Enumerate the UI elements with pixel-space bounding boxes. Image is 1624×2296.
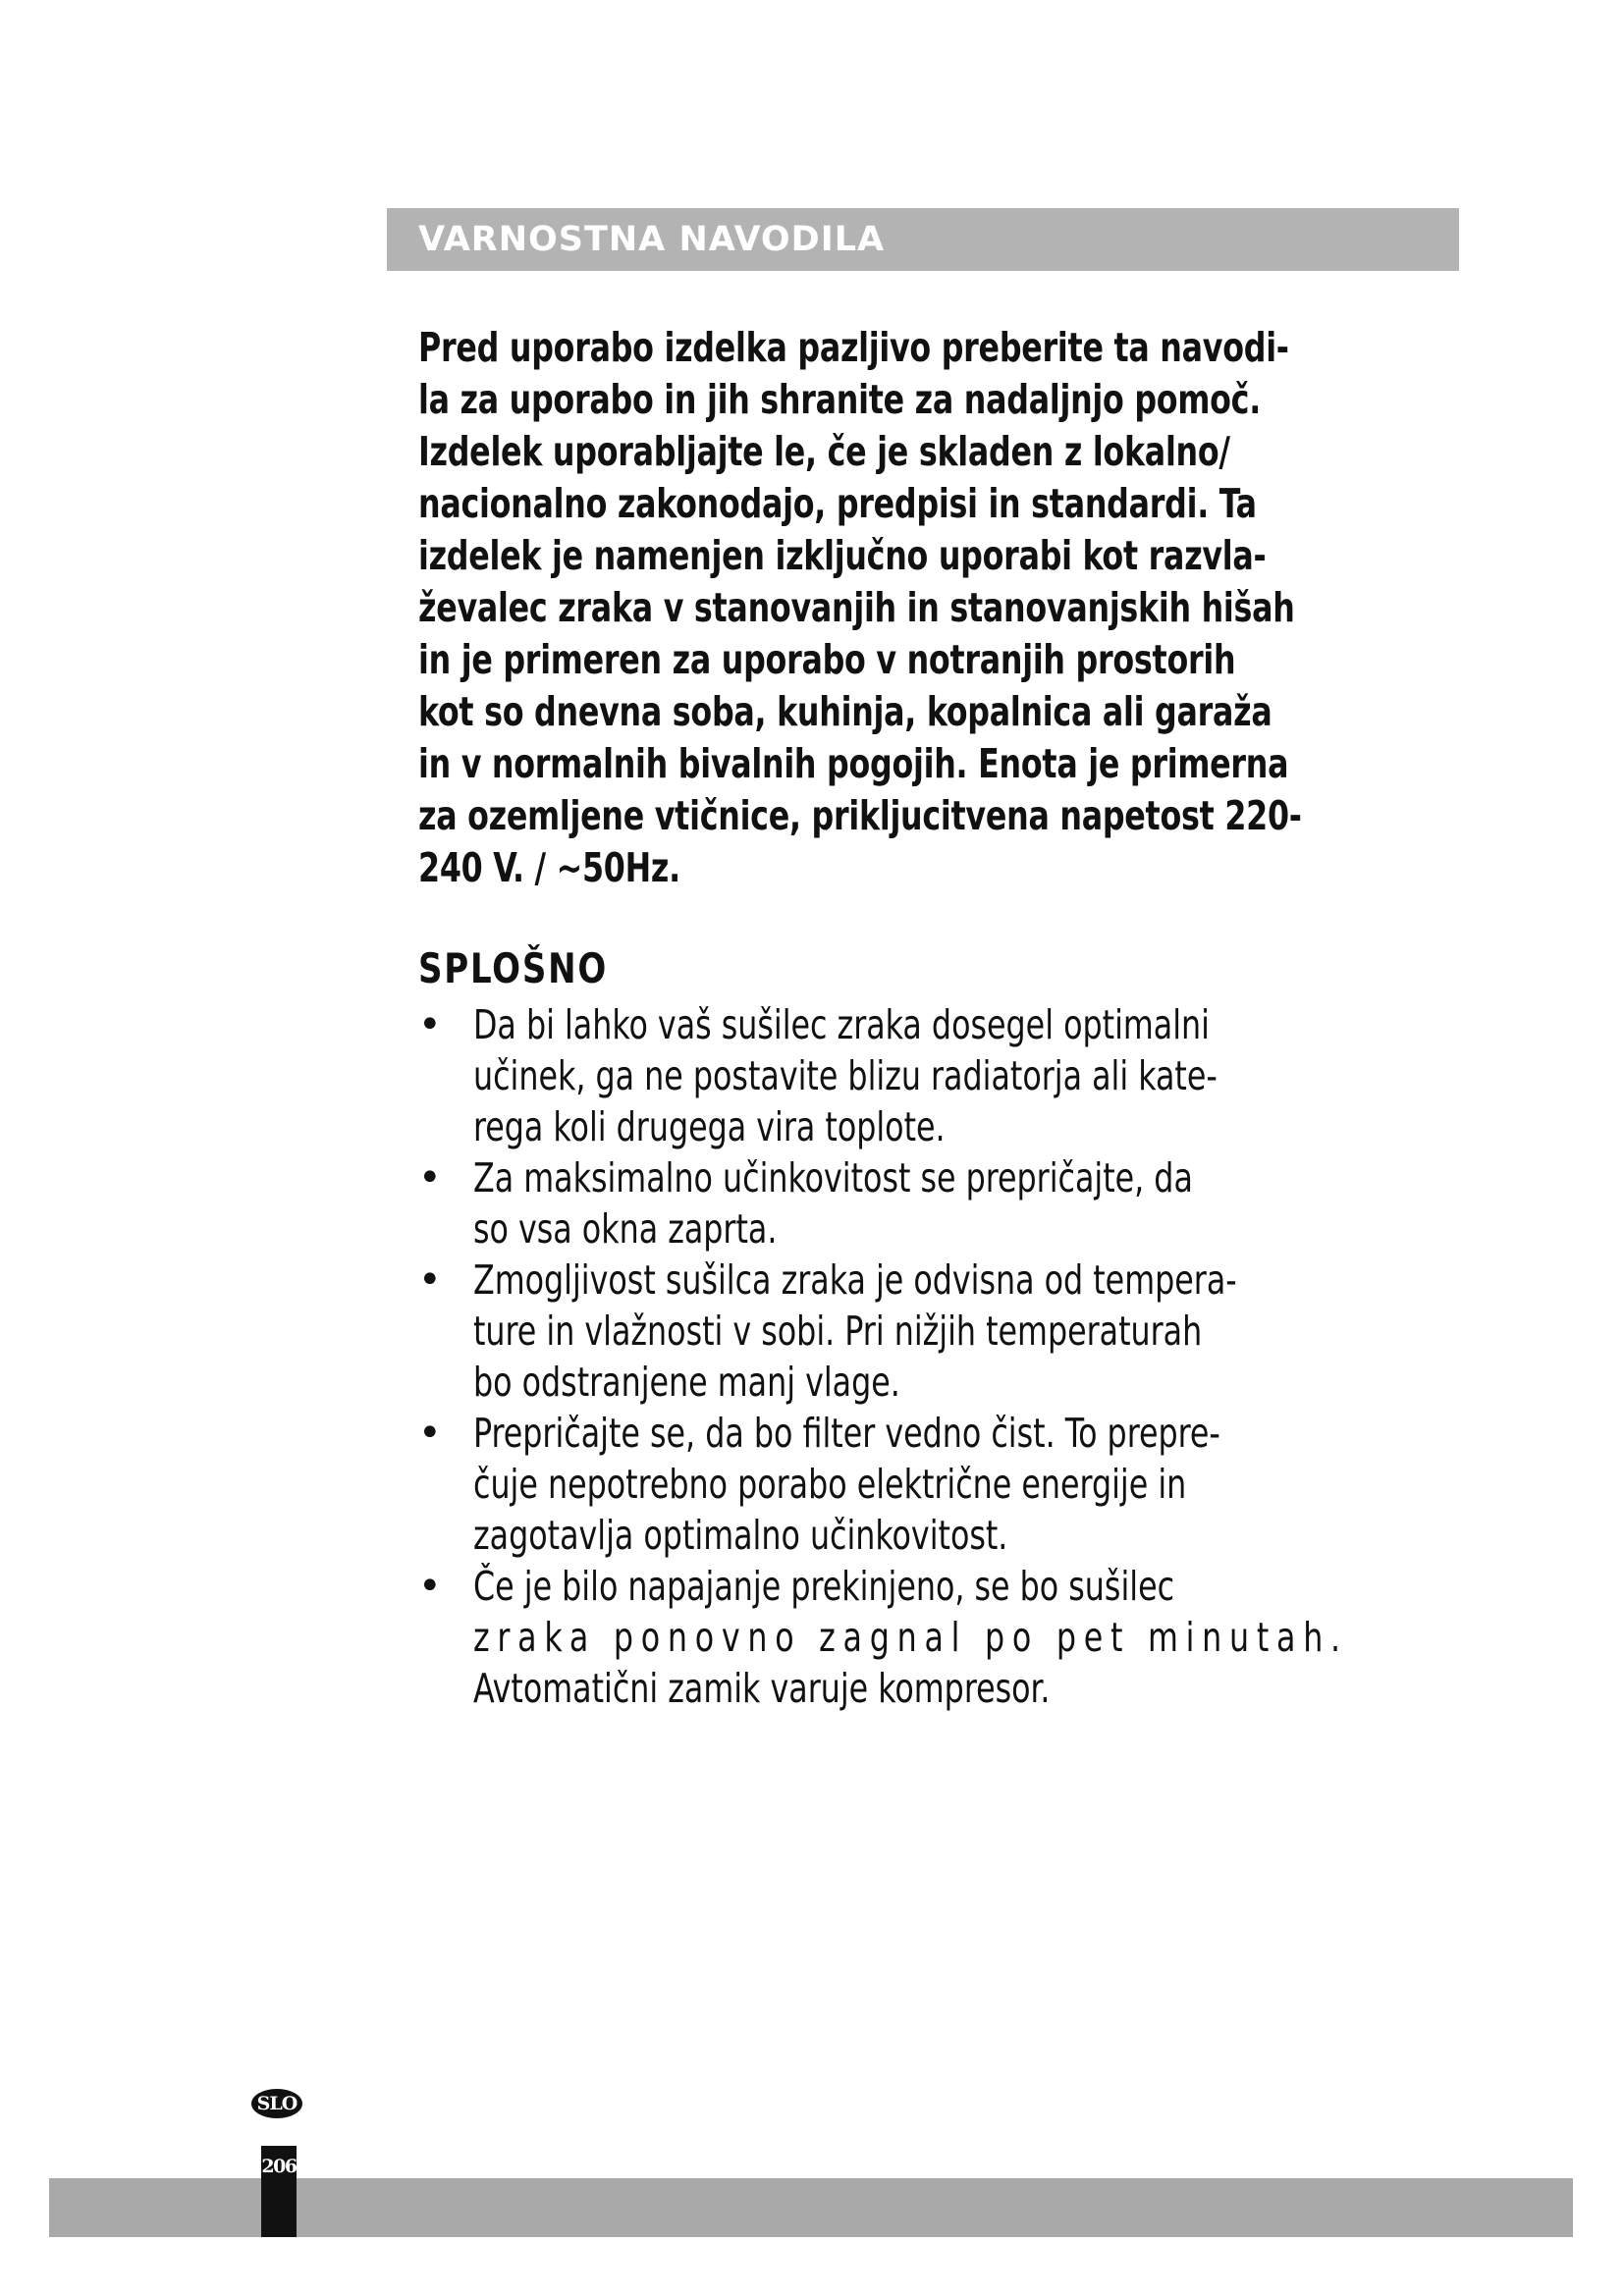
bullet-line: čuje nepotrebno porabo električne energije in	[473, 1461, 1187, 1508]
bullet-line: so vsa okna zaprta.	[473, 1205, 778, 1253]
bullet-line: Če je bilo napajanje prekinjeno, se bo sušilec	[473, 1563, 1175, 1610]
section-header-bar	[387, 208, 1459, 271]
list-item	[418, 1152, 1469, 1255]
intro-line: in je primeren za uporabo v notranjih prostorih	[418, 636, 1236, 683]
bullet-line: zraka ponovno zagnal po pet minutah.	[473, 1614, 1348, 1661]
bullet-icon: •	[418, 1257, 442, 1303]
bullet-text	[473, 1255, 1329, 1408]
bullet-line: rega koli drugega vira toplote.	[473, 1103, 946, 1150]
intro-line: izdelek je namenjen izključno uporabi kot razvla-	[418, 532, 1267, 579]
intro-line: in v normalnih bivalnih pogojih. Enota je primerna	[418, 740, 1289, 787]
bullet-text	[473, 1152, 1329, 1255]
list-item	[418, 1561, 1469, 1714]
bullet-icon: •	[418, 1564, 442, 1609]
bullet-line: Avtomatični zamik varuje kompresor.	[473, 1665, 1051, 1712]
general-bullet-list	[418, 999, 1469, 1714]
bullet-icon: •	[418, 1411, 442, 1456]
list-item	[418, 1255, 1469, 1408]
intro-paragraph	[418, 322, 1459, 894]
language-badge: SLO	[251, 2089, 302, 2118]
bullet-icon: •	[418, 1002, 442, 1047]
intro-line: Pred uporabo izdelka pazljivo preberite ta navodi-	[418, 324, 1289, 371]
bullet-line: Prepričajte se, da bo filter vedno čist. To prepre-	[473, 1410, 1220, 1457]
bullet-line: Da bi lahko vaš sušilec zraka dosegel optimalni	[473, 1001, 1210, 1048]
list-item	[418, 1408, 1469, 1561]
bullet-line: učinek, ga ne postavite blizu radiatorja ali kate-	[473, 1052, 1218, 1099]
intro-line: la za uporabo in jih shranite za nadaljnjo pomoč.	[418, 376, 1261, 423]
bullet-line: bo odstranjene manj vlage.	[473, 1359, 900, 1406]
bullet-line: Zmogljivost sušilca zraka je odvisna od tempera-	[473, 1256, 1237, 1304]
intro-line: ževalec zraka v stanovanjih in stanovanjskih hišah	[418, 584, 1295, 631]
intro-line: za ozemljene vtičnice, prikljucitvena napetost 220-	[418, 792, 1302, 839]
general-heading: SPLOŠNO	[418, 944, 609, 992]
intro-line: Izdelek uporabljajte le, če je skladen z lokalno/	[418, 428, 1230, 475]
bullet-line: Za maksimalno učinkovitost se prepričajte, da	[473, 1154, 1193, 1201]
bullet-line: ture in vlažnosti v sobi. Pri nižjih temperaturah	[473, 1308, 1203, 1355]
section-title: VARNOSTNA NAVODILA	[418, 220, 886, 259]
page-number: 206	[261, 2156, 297, 2177]
bullet-text	[473, 1408, 1329, 1561]
intro-line: nacionalno zakonodajo, predpisi in standardi. Ta	[418, 480, 1257, 527]
bullet-line: zagotavlja optimalno učinkovitost.	[473, 1512, 1008, 1559]
intro-line: kot so dnevna soba, kuhinja, kopalnica ali garaža	[418, 688, 1272, 735]
bullet-text	[473, 1561, 1348, 1714]
bullet-text	[473, 999, 1329, 1152]
list-item	[418, 999, 1469, 1152]
intro-line: 240 V. / ~50Hz.	[418, 844, 680, 891]
bullet-icon: •	[418, 1155, 442, 1201]
